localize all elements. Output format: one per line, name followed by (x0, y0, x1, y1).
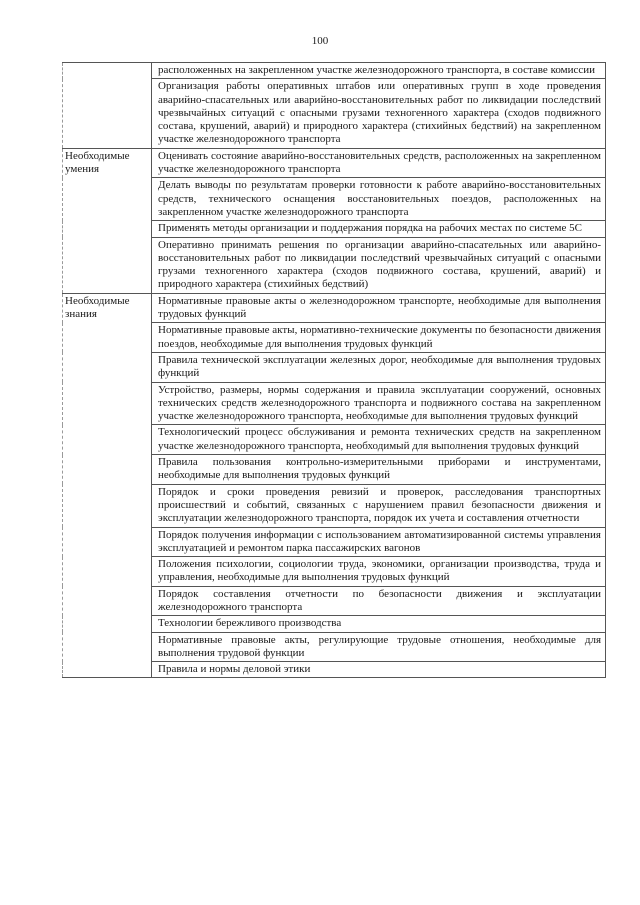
table-row (63, 293, 606, 323)
table-cell: Нормативные правовые акты, регулирующие трудовые отношения, необходимые для выполнения трудовой функции (152, 632, 606, 662)
table-cell: Нормативные правовые акты о железнодорожном транспорте, необходимые для выполнения трудовых функций (152, 293, 606, 323)
requirements-table (62, 62, 606, 678)
table-cell: Порядок получения информации с использованием автоматизированной системы управления эксплуатацией и ремонтом парка пассажирских вагонов (152, 527, 606, 557)
section-label-knowledge: Необходимые знания (63, 293, 152, 678)
table-cell: расположенных на закрепленном участке железнодорожного транспорта, в составе комиссии (152, 63, 606, 79)
table-cell: Правила технической эксплуатации железных дорог, необходимые для выполнения трудовых функций (152, 352, 606, 382)
table-cell: Организация работы оперативных штабов или оперативных групп в ходе проведения аварийно-спасательных или аварийно-восстановительных работ по ликвидации последствий чрезвычайных ситуаций с опасными грузами техногенного характера (сходов подвижного состава, крушений, аварий) и природного характера (стихийных бедствий) на закрепленном участке железнодорожного транспорта (152, 79, 606, 148)
table-cell: Применять методы организации и поддержания порядка на рабочих местах по системе 5С (152, 221, 606, 237)
table-cell: Технологии бережливого производства (152, 616, 606, 632)
table-row (63, 63, 606, 79)
table-cell: Правила пользования контрольно-измерительными приборами и инструментами, необходимые для выполнения трудовых функций (152, 455, 606, 485)
table-cell: Технологический процесс обслуживания и ремонта технических средств на закрепленном участке железнодорожного транспорта, необходимый для выполнения трудовых функций (152, 425, 606, 455)
table-cell: Порядок составления отчетности по безопасности движения и эксплуатации железнодорожного транспорта (152, 586, 606, 616)
table-cell: Порядок и сроки проведения ревизий и проверок, расследования транспортных происшествий и событий, связанных с нарушением правил безопасности движения и эксплуатации железнодорожного транспорта, порядок их учета и составления отчетности (152, 484, 606, 527)
table-cell: Устройство, размеры, нормы содержания и правила эксплуатации сооружений, основных технических средств железнодорожного транспорта и подвижного состава на закрепленном участке железнодорожного транспорта, необходимые для выполнения трудовых функций (152, 382, 606, 425)
table-cell: Оценивать состояние аварийно-восстановительных средств, расположенных на закрепленном участке железнодорожного транспорта (152, 148, 606, 178)
section-label-skills: Необходимые умения (63, 148, 152, 293)
table-cell: Делать выводы по результатам проверки готовности к работе аварийно-восстановительных средств, технического оснащения восстановительных поездов, расположенных на закрепленном участке железнодорожного транспорта (152, 178, 606, 221)
page-number: 100 (311, 35, 329, 47)
table-row (63, 148, 606, 178)
table-cell: Правила и нормы деловой этики (152, 662, 606, 678)
section-label (63, 63, 152, 149)
table-cell: Оперативно принимать решения по организации аварийно-спасательных или аварийно-восстановительных работ по ликвидации последствий чрезвычайных ситуаций с опасными грузами техногенного характера (сходов подвижного состава, крушений, аварий) и природного характера (стихийных бедствий) (152, 237, 606, 293)
table-cell: Положения психологии, социологии труда, экономики, организации производства, труда и управления, необходимые для выполнения трудовых функций (152, 557, 606, 587)
table-cell: Нормативные правовые акты, нормативно-технические документы по безопасности движения поездов, необходимые для выполнения трудовых функций (152, 323, 606, 353)
